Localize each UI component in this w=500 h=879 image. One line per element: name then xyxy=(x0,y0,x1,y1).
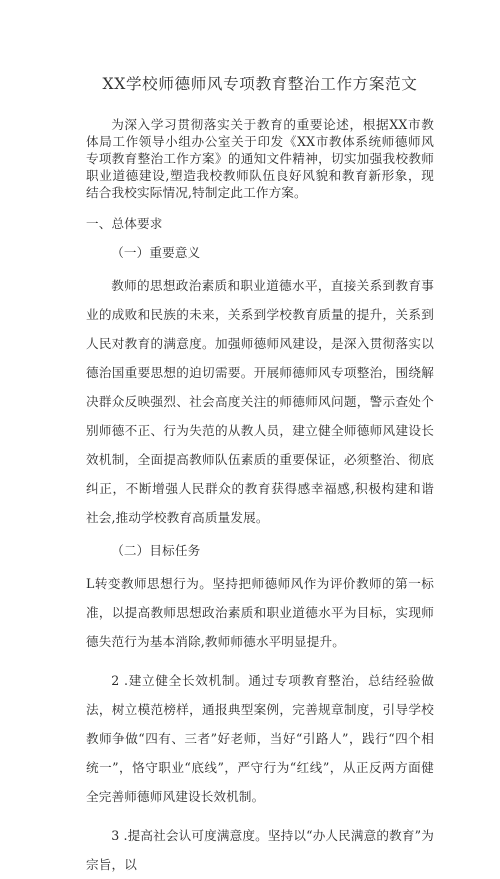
goal-item-2: 2 .建立健全长效机制。通过专项教育整治，总结经验做法，树立模范榜样，通报典型案例，完善规章制度，引导学校教师争做“四有、三者”好老师，当好“引路人”，践行“四个相统一”，恪守职业“底线”，严守行为“红线”，从正反两方面健全完善师德师风建设长效机制。 xyxy=(86,673,434,804)
importance-paragraph: 教师的思想政治素质和职业道德水平，直接关系到教育事业的成败和民族的未来，关系到学校教育质量的提升，关系到人民对教育的满意度。加强师德师风建设，是深入贯彻落实以德治国重要思想的迫切需要。开展师德师风专项整治，围绕解决群众反映强烈、社会高度关注的师德师风问题，警示查处个别师德不正、行为失范的从教人员，建立健全师德师风建设长效机制，全面提高教师队伍素质的重要保证，必须整治、彻底纠正，不断增强人民群众的教育获得感幸福感,积极构建和谐社会,推动学校教育高质量发展。 xyxy=(86,278,434,525)
goal-item-1: L转变教师思想行为。坚持把师德师风作为评价教师的第一标准，以提高教师思想政治素质和职业道德水平为目标，实现师德失范行为基本消除,教师师德水平明显提升。 xyxy=(86,576,434,649)
intro-paragraph: 为深入学习贯彻落实关于教育的重要论述，根据XX市教体局工作领导小组办公室关于印发《XX市教体系统师德师风专项教育整治工作方案》的通知文件精神，切实加强我校教师职业道德建设,塑造我校教师队伍良好风貌和教育新形象，现结合我校实际情况,特制定此工作方案。 xyxy=(86,117,434,200)
subheading-importance: （一）重要意义 xyxy=(111,245,201,260)
document-title: XX学校师德师风专项教育整治工作方案范文 xyxy=(102,75,418,93)
subheading-goals: （二）目标任务 xyxy=(111,543,201,558)
goal-item-3: 3 .提高社会认可度满意度。坚持以“办人民满意的教育”为宗旨，以 xyxy=(86,828,434,872)
section-heading-general-requirements: 一、总体要求 xyxy=(86,216,163,231)
